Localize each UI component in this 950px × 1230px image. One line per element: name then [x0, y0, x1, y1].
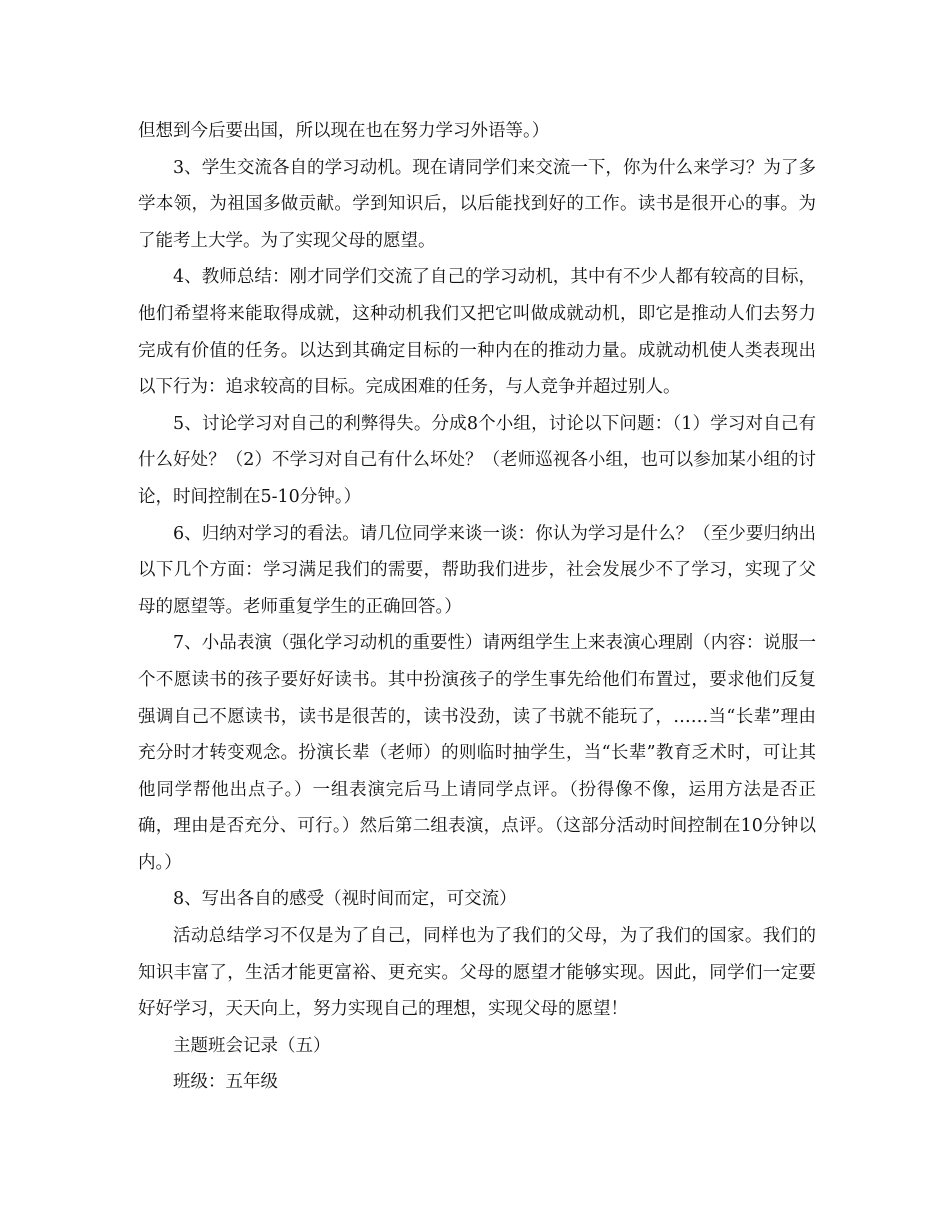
paragraph-item-5: 5、讨论学习对自己的利弊得失。分成8个小组，讨论以下问题：（1）学习对自己有什么好处？（2）不学习对自己有什么坏处？（老师巡视各小组，也可以参加某小组的讨论，时间控制在5-10分钟。） [138, 413, 816, 507]
paragraph-item-4: 4、教师总结：刚才同学们交流了自己的学习动机，其中有不少人都有较高的目标，他们希望将来能取得成就，这种动机我们又把它叫做成就动机，即它是推动人们去努力完成有价值的任务。以达到其确定目标的一种内在的推动力量。成就动机使人类表现出以下行为：追求较高的目标。完成困难的任务，与人竞争并超过别人。 [138, 267, 816, 398]
class-field: 班级：五年级 [173, 1072, 278, 1093]
paragraph-item-6: 6、归纳对学习的看法。请几位同学来谈一谈：你认为学习是什么？（至少要归纳出以下几个方面：学习满足我们的需要，帮助我们进步，社会发展少不了学习，实现了父母的愿望等。老师重复学生的正确回答。） [138, 523, 816, 617]
paragraph-continuation: 但想到今后要出国，所以现在也在努力学习外语等。） [138, 121, 550, 141]
paragraph-summary: 活动总结学习不仅是为了自己，同样也为了我们的父母，为了我们的国家。我们的知识丰富了，生活才能更富裕、更充实。父母的愿望才能够实现。因此，同学们一定要好好学习，天天向上，努力实现自己的理想，实现父母的愿望！ [138, 926, 816, 1020]
section-heading: 主题班会记录（五） [173, 1035, 331, 1056]
document-body [138, 113, 816, 1101]
paragraph-item-7: 7、小品表演（强化学习动机的重要性）请两组学生上来表演心理剧（内容：说服一个不愿读书的孩子要好好读书。其中扮演孩子的学生事先给他们布置过，要求他们反复强调自己不愿读书，读书是很苦的，读书没劲，读了书就不能玩了，……当“长辈”理由充分时才转变观念。扮演长辈（老师）的则临时抽学生，当“长辈”教育乏术时，可让其他同学帮他出点子。）一组表演完后马上请同学点评。（扮得像不像，运用方法是否正确，理由是否充分、可行。）然后第二组表演，点评。（这部分活动时间控制在10分钟以内。） [138, 633, 816, 873]
paragraph-item-3: 3、学生交流各自的学习动机。现在请同学们来交流一下，你为什么来学习？为了多学本领，为祖国多做贡献。学到知识后，以后能找到好的工作。读书是很开心的事。为了能考上大学。为了实现父母的愿望。 [138, 157, 816, 251]
paragraph-item-8: 8、写出各自的感受（视时间而定，可交流） [173, 889, 517, 910]
